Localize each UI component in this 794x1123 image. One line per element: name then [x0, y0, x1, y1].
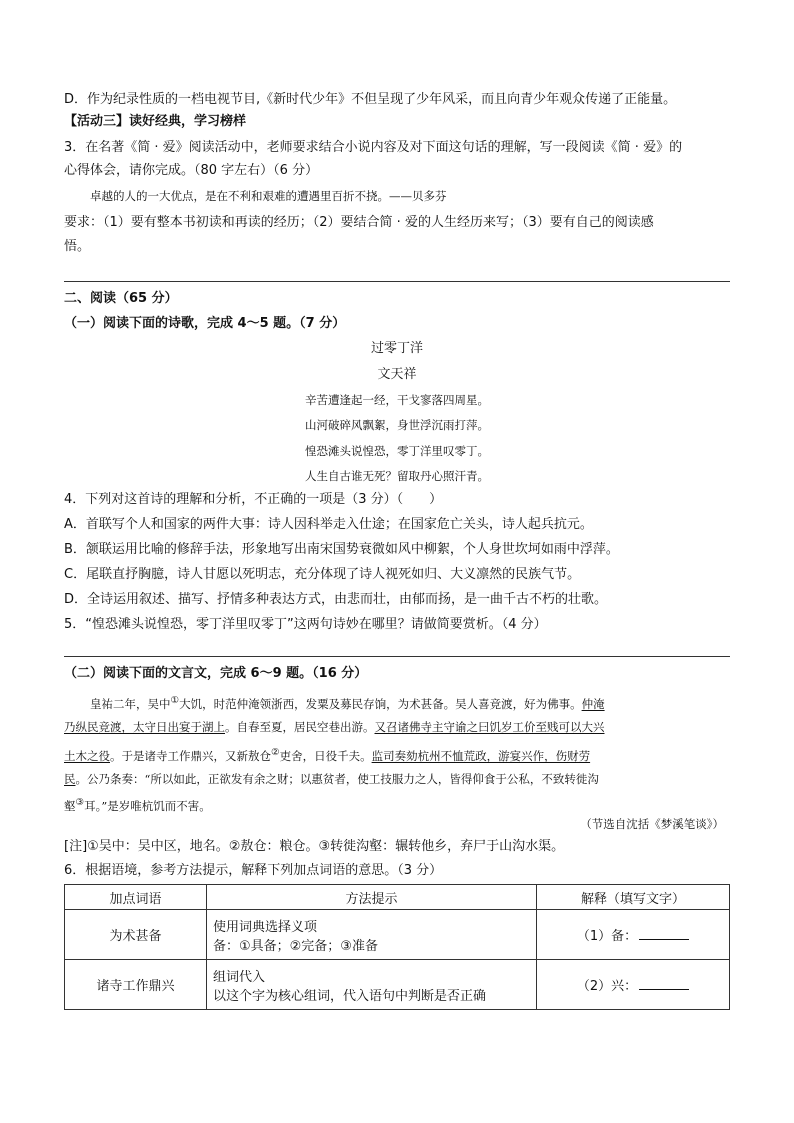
passage-line: 乃纵民竞渡，太守日出宴于湖上。自春至夏，居民空巷出游。又召诸佛寺主守谕之曰饥岁工价至贱可以大兴	[64, 720, 605, 734]
table-cell-word: 为术甚备	[65, 910, 207, 960]
table-row	[65, 960, 730, 1010]
table-row	[65, 910, 730, 960]
answer-label: （1）备：	[576, 929, 638, 944]
q4-option-b: B．颔联运用比喻的修辞手法，形象地写出南宋国势衰微如风中柳絮，个人身世坎坷如雨中浮萍。	[64, 542, 619, 557]
poem-title: 过零丁洋	[370, 341, 423, 356]
vocab-table	[64, 884, 730, 1010]
table-cell-hint	[207, 910, 537, 960]
part1-heading: （一）阅读下面的诗歌，完成 4～5 题。（7 分）	[64, 316, 346, 331]
table-header-cell: 解释（填写文字）	[537, 885, 730, 910]
poem-line: 惶恐滩头说惶恐，零丁洋里叹零丁。	[305, 444, 489, 458]
hint-line: 使用词典选择义项	[213, 919, 318, 935]
divider	[64, 656, 730, 657]
activity3-heading: 【活动三】读好经典，学习榜样	[64, 114, 247, 129]
q5-text: 5．“惶恐滩头说惶恐，零丁洋里叹零丁”这两句诗妙在哪里？请做简要赏析。（4 分）	[64, 617, 547, 632]
q4-option-d: D．全诗运用叙述、描写、抒情多种表达方式，由悲而壮，由郁而扬，是一曲千古不朽的壮歌。	[64, 592, 608, 607]
q3-text-line2: 心得体会，请你完成。（80 字左右）（6 分）	[64, 163, 319, 178]
part2-heading: （二）阅读下面的文言文，完成 6～9 题。（16 分）	[64, 666, 368, 681]
passage-source: （节选自沈括《梦溪笔谈》）	[580, 817, 724, 831]
answer-blank[interactable]	[639, 977, 689, 990]
poem-line: 山河破碎风飘絮，身世浮沉雨打萍。	[305, 418, 489, 432]
q6-text: 6．根据语境，参考方法提示，解释下列加点词语的意思。（3 分）	[64, 863, 443, 878]
table-header-cell: 加点词语	[65, 885, 207, 910]
poem-author: 文天祥	[377, 367, 417, 382]
q4-option-a: A．首联写个人和国家的两件大事：诗人因科举走入仕途；在国家危亡关头，诗人起兵抗元。	[64, 517, 593, 532]
hint-line: 组词代入	[213, 969, 266, 985]
section2-heading: 二、阅读（65 分）	[64, 291, 178, 306]
table-cell-answer	[537, 960, 730, 1010]
table-cell-hint	[207, 960, 537, 1010]
hint-line: 备：①具备；②完备；③准备	[213, 938, 378, 954]
answer-blank[interactable]	[639, 927, 689, 940]
requirement-line2: 悟。	[64, 239, 91, 254]
q4-text: 4．下列对这首诗的理解和分析，不正确的一项是（3 分）（ ）	[64, 492, 443, 507]
answer-label: （2）兴：	[576, 979, 638, 994]
requirement-line1: 要求：（1）要有整本书初读和再读的经历；（2）要结合简 · 爱的人生经历来写；（3）要有自己的阅读感	[64, 215, 654, 230]
passage-line: 壑③耳。”是岁唯杭饥而不害。	[64, 797, 211, 813]
poem-line: 辛苦遭逢起一经，干戈寥落四周星。	[305, 393, 489, 407]
table-header-row	[65, 885, 730, 910]
hint-line: 以这个字为核心组词，代入语句中判断是否正确	[213, 988, 487, 1004]
note-text: [注]①吴中：吴中区，地名。②敖仓：粮仓。③转徙沟壑：辗转他乡，弃尸于山沟水渠。	[64, 839, 565, 854]
table-header-cell: 方法提示	[207, 885, 537, 910]
option-d-text: D．作为纪录性质的一档电视节目,《新时代少年》不但呈现了少年风采，而且向青少年观众传递了正能量。	[64, 92, 677, 107]
table-cell-word: 诸寺工作鼎兴	[65, 960, 207, 1010]
table-cell-answer	[537, 910, 730, 960]
passage-line: 民。公乃条奏：“所以如此，正欲发有余之财；以惠贫者，使工技服力之人，皆得仰食于公私，不致转徙沟	[64, 772, 599, 786]
q3-text-line1: 3．在名著《简 · 爱》阅读活动中，老师要求结合小说内容及对下面这句话的理解，写一段阅读《简 · 爱》的	[64, 140, 683, 155]
divider	[64, 281, 730, 282]
poem-line: 人生自古谁无死？留取丹心照汗青。	[305, 469, 489, 483]
q4-option-c: C．尾联直抒胸臆，诗人甘愿以死明志，充分体现了诗人视死如归、大义凛然的民族气节。	[64, 567, 581, 582]
quote-text: 卓越的人的一大优点，是在不利和艰难的遭遇里百折不挠。——贝多芬	[90, 189, 447, 203]
passage-line: 土木之役。于是诸寺工作鼎兴，又新敖仓②吏舍，日役千夫。监司奏劾杭州不恤荒政，游宴兴作，伤财劳	[64, 747, 591, 763]
passage-line: 皇祐二年，吴中①大饥，时范仲淹领浙西，发粟及募民存饷，为术甚备。吴人喜竞渡，好为佛事。仲淹	[90, 695, 605, 711]
